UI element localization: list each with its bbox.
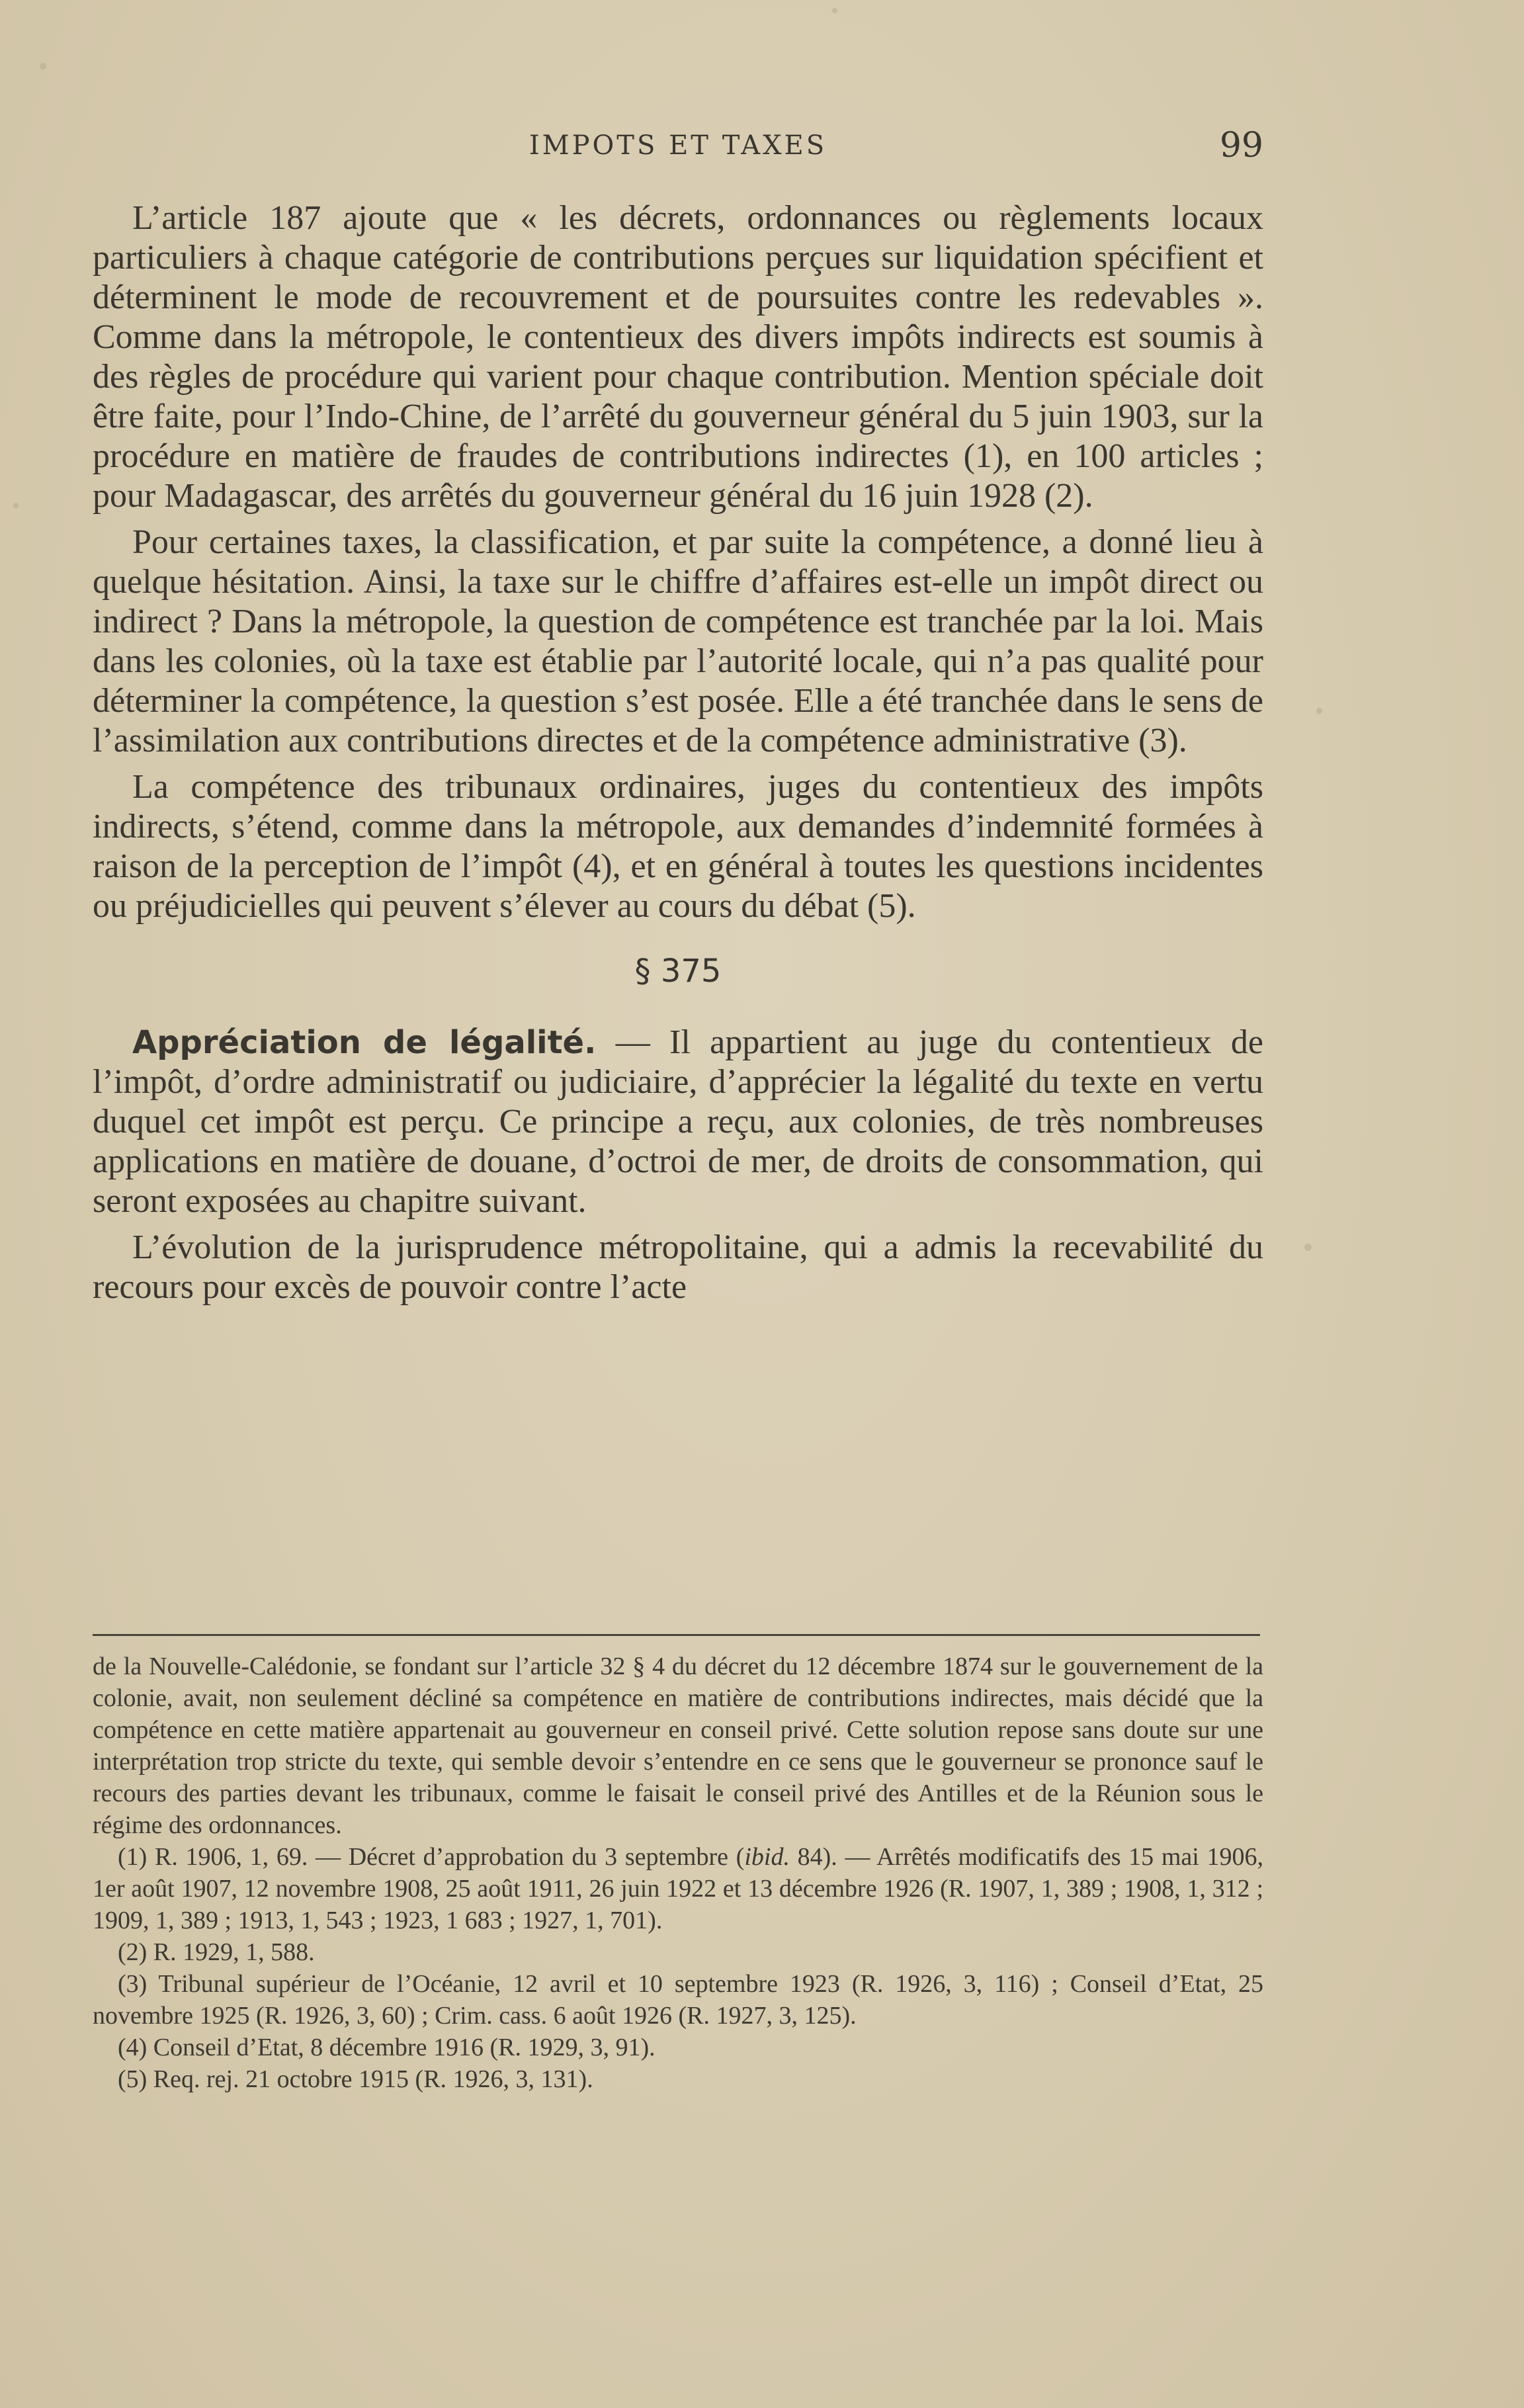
running-head xyxy=(93,126,1263,172)
paragraph: Pour certaines taxes, la classification, et par suite la compétence, a donné lieu à quelque hésitation. Ainsi, la taxe sur le chiffre d’affaires est-elle un impôt direct ou indirect ? Dans la métropole, la question de compétence est tranchée par la loi. Mais dans les colonies, où la taxe est établie par l’autorité locale, qui n’a pas qualité pour déterminer la compétence, la question s’est posée. Elle a été tranchée dans le sens de l’assimilation aux contributions directes et de la compétence administrative (3). xyxy=(93,523,1263,759)
footnote-rule xyxy=(93,1634,1260,1636)
paragraph: L’article 187 ajoute que « les décrets, ordonnances ou règlements locaux particuliers à chaque catégorie de contributions perçues sur liquidation spécifient et déterminent le mode de recouvrement et de poursuites contre les redevables ». Comme dans la métropole, le contentieux des divers impôts indirects est soumis à des règles de procédure qui varient pour chaque contribution. Mention spéciale doit être faite, pour l’Indo-Chine, de l’arrêté du gouverneur général du 5 juin 1903, sur la procédure en matière de fraudes de contributions indirectes (1), en 100 articles ; pour Madagascar, des arrêtés du gouverneur général du 16 juin 1928 (2). xyxy=(93,199,1263,515)
main-text xyxy=(93,198,1263,1314)
section-number: § 375 xyxy=(634,953,722,990)
paper-speck xyxy=(832,8,837,13)
footnote-4: (4) Conseil d’Etat, 8 décembre 1916 (R. 1929, 3, 91). xyxy=(118,2034,656,2061)
paper-speck xyxy=(1316,708,1322,714)
footnote-5: (5) Req. rej. 21 octobre 1915 (R. 1926, 3, 131). xyxy=(118,2065,593,2093)
footnote-1 xyxy=(93,1841,1263,1936)
page-number: 99 xyxy=(1219,126,1263,165)
paper-speck xyxy=(40,63,46,69)
section-paragraph-text: — Il appartient au juge du contentieux de l’impôt, d’ordre administratif ou judiciaire, d’apprécier la légalité du texte en vertu duquel cet impôt est perçu. Ce principe a reçu, aux colonies, de très nombreuses applications en matière de douane, d’octroi de mer, de droits de consommation, qui seront exposées au chapitre suivant. xyxy=(93,1023,1264,1220)
section-paragraph xyxy=(93,1023,1263,1221)
footnote-1-ibid: ibid. xyxy=(744,1843,790,1871)
running-head-title: IMPOTS ET TAXES xyxy=(529,130,827,161)
paragraph: L’évolution de la jurisprudence métropolitaine, qui a admis la recevabilité du recours pour excès de pouvoir contre l’acte xyxy=(93,1228,1263,1306)
section-rubric: Appréciation de légalité. xyxy=(132,1024,597,1061)
footnote-3: (3) Tribunal supérieur de l’Océanie, 12 avril et 10 septembre 1923 (R. 1926, 3, 116) ; Conseil d’Etat, 25 novembre 1925 (R. 1926, 3, 60) ; Crim. cass. 6 août 1926 (R. 1927, 3, 125). xyxy=(93,1970,1263,2030)
footnote-1-text: (1) R. 1906, 1, 69. — Décret d’approbation du 3 septembre ( xyxy=(118,1843,745,1871)
paragraph: La compétence des tribunaux ordinaires, juges du contentieux des impôts indirects, s’étend, comme dans la métropole, aux demandes d’indemnité formées à raison de la perception de l’impôt (4), et en général à toutes les questions incidentes ou préjudicielles qui peuvent s’élever au cours du débat (5). xyxy=(93,768,1263,925)
footnote-2: (2) R. 1929, 1, 588. xyxy=(118,1938,315,1966)
paper-speck xyxy=(1304,1244,1312,1251)
footnotes xyxy=(93,1651,1263,2095)
footnote-1-text-rest: 84). — Arrêtés modificatifs des 15 mai 1906, 1er août 1907, 12 novembre 1908, 25 août 1911, 26 juin 1922 et 13 décembre 1926 (R. 1907, 1, 389 ; 1908, 1, 312 ; 1909, 1, 389 ; 1913, 1, 543 ; 1923, 1 683 ; 1927, 1, 701). xyxy=(93,1843,1264,1934)
footnote-continued: de la Nouvelle-Calédonie, se fondant sur l’article 32 § 4 du décret du 12 décembre 1874 sur le gouvernement de la colonie, avait, non seulement décliné sa compétence en matière de contributions indirectes, mais décidé que la compétence en cette matière appartenait au gouverneur en conseil privé. Cette solution repose sans doute sur une interprétation trop stricte du texte, qui semble devoir s’entendre en ce sens que le gouverneur se prononce sauf le recours des parties devant les tribunaux, comme le faisait le conseil privé des Antilles et de la Réunion sous le régime des ordonnances. xyxy=(93,1653,1263,1839)
paper-speck xyxy=(13,503,19,508)
